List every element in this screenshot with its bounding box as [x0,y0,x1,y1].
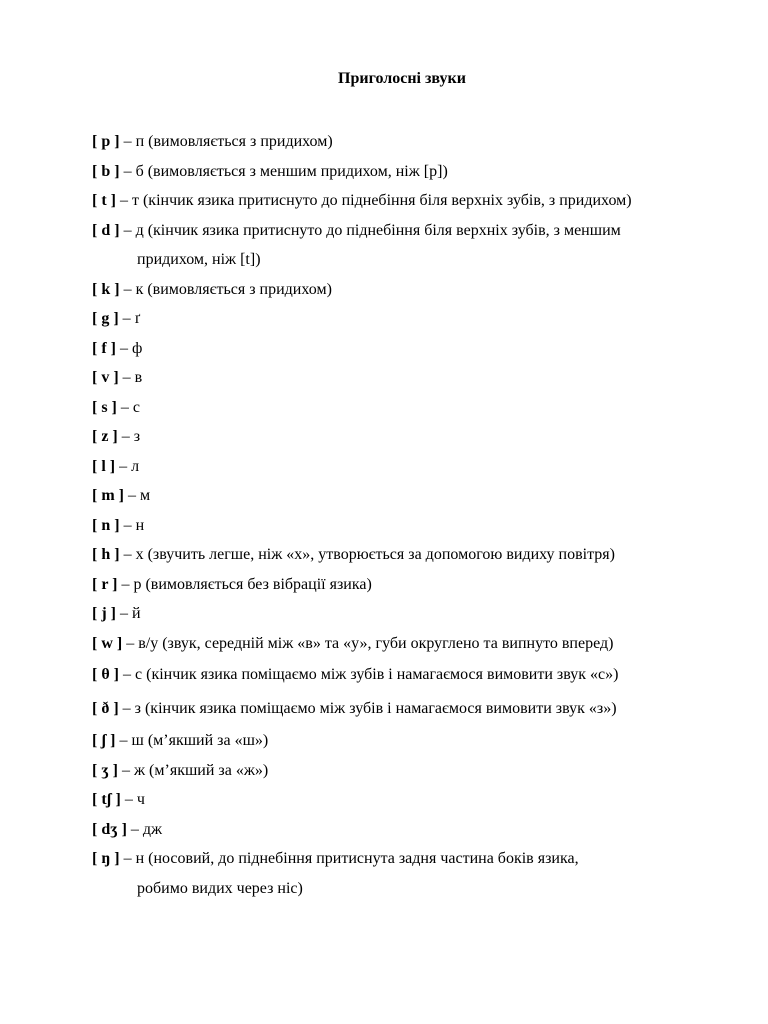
sound-description: – й [115,605,141,622]
consonant-entry [92,844,732,903]
phonetic-symbol: [ h ] [92,546,120,563]
phonetic-symbol: [ f ] [92,339,116,357]
consonant-entry [92,393,732,423]
consonant-entry [92,275,732,305]
sound-description: – л [115,457,140,475]
phonetic-symbol: [ n ] [92,516,120,534]
sound-description: – ф [115,339,143,357]
sound-description: – в [118,369,143,386]
consonant-entry [92,511,732,541]
consonant-entry [92,815,732,845]
sound-description: – в/у (звук, середній між «в» та «у», губи округлено та випнуто вперед) [122,634,614,652]
phonetic-symbol: [ w ] [92,634,123,652]
sound-description: – т (кінчик язика притиснуто до піднебіння біля верхніх зубів, з придихом) [115,192,632,209]
phonetic-symbol: [ dʒ ] [92,820,127,838]
phonetic-symbol: [ v ] [92,369,119,386]
phonetic-symbol: [ tʃ ] [92,791,121,808]
consonant-entry [92,629,732,659]
consonant-entry [92,540,732,570]
consonant-entry [92,452,732,482]
sound-description: – н [119,516,145,534]
phonetic-symbol: [ g ] [92,310,119,327]
sound-description: – н (носовий, до піднебіння притиснута задня частина боків язика, [119,850,579,867]
sound-description: – с (кінчик язика поміщаємо між зубів і намагаємося вимовити звук «с») [119,666,619,683]
sound-description: – б (вимовляється з меншим придихом, ніж [p]) [119,162,448,180]
phonetic-symbol: [ ʃ ] [92,732,116,749]
phonetic-symbol: [ ʒ ] [92,761,118,779]
consonant-entry [92,334,732,364]
consonant-entry [92,422,732,452]
consonant-entry [92,658,732,692]
consonant-entry [92,785,732,815]
phonetic-symbol: [ l ] [92,457,116,475]
sound-description: – дж [126,820,163,838]
sound-description: – к (вимовляється з придихом) [119,280,332,298]
sound-description: – с [116,398,140,416]
page-title: Приголосні звуки [338,70,466,87]
phonetic-symbol: [ θ ] [92,666,120,683]
sound-description: – р (вимовляється без вібрації язика) [117,575,372,593]
phonetic-symbol: [ r ] [92,575,118,593]
phonetic-symbol: [ k ] [92,280,120,298]
phonetic-symbol: [ b ] [92,162,120,180]
consonant-entry [92,304,732,334]
sound-description: – д (кінчик язика притиснуто до піднебіння біля верхніх зубів, з меншим [119,221,621,239]
phonetic-symbol: [ j ] [92,605,116,622]
sound-description: – ч [120,791,145,808]
consonant-entry [92,756,732,786]
sound-description: – п (вимовляється з придихом) [119,133,333,150]
sound-description: – з (кінчик язика поміщаємо між зубів і намагаємося вимовити звук «з») [118,700,617,717]
sound-description: – ґ [118,310,141,327]
sound-description: – х (звучить легше, ніж «х», утворюється за допомогою видиху повітря) [119,546,615,563]
phonetic-symbol: [ m ] [92,487,124,504]
consonant-entry [92,127,732,157]
consonant-entry [92,599,732,629]
sound-description: – ж (м’якший за «ж») [118,761,269,779]
consonant-entry [92,481,732,511]
sound-description: – ш (м’якший за «ш») [115,732,269,749]
consonant-entry [92,570,732,600]
phonetic-symbol: [ ð ] [92,700,119,717]
consonant-list [92,127,732,903]
sound-description: – м [123,487,151,504]
consonant-entry [92,726,732,756]
phonetic-symbol: [ ŋ ] [92,850,120,867]
consonant-entry [92,692,732,726]
phonetic-symbol: [ d ] [92,221,120,239]
consonant-entry [92,186,732,216]
sound-description-continued: робимо видих через ніс) [137,879,303,897]
phonetic-symbol: [ p ] [92,133,120,150]
phonetic-symbol: [ s ] [92,398,117,416]
sound-description: – з [117,428,141,445]
consonant-entry [92,216,732,275]
consonant-entry [92,157,732,187]
phonetic-symbol: [ z ] [92,428,118,445]
phonetic-symbol: [ t ] [92,192,116,209]
consonant-entry [92,363,732,393]
sound-description-continued: придихом, ніж [t]) [137,251,261,268]
